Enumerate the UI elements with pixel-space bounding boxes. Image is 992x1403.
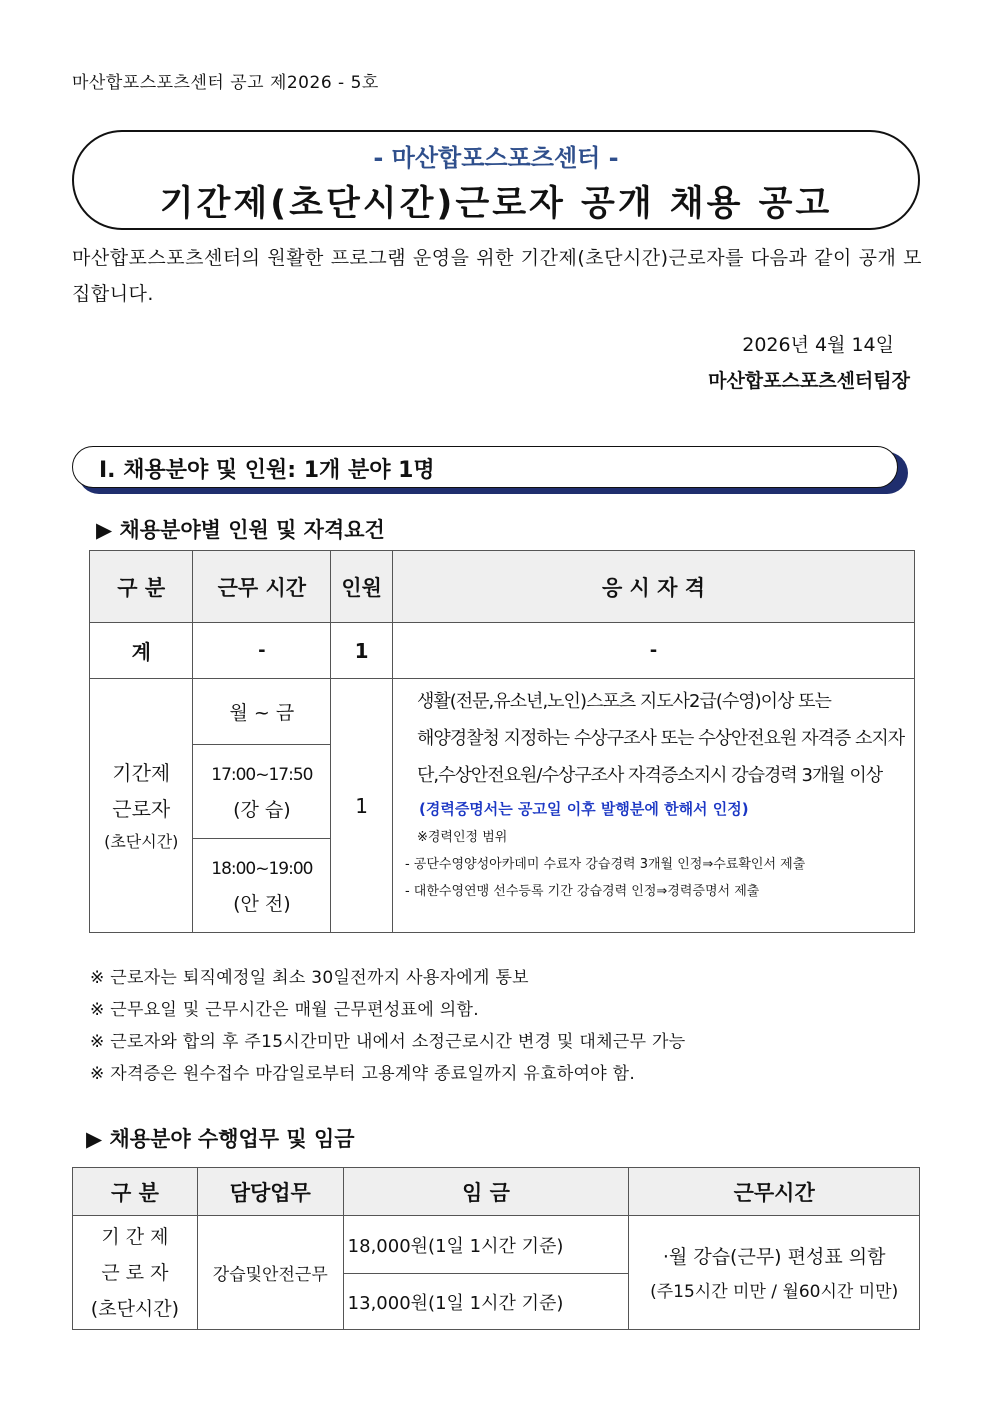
career-scope-item-2: - 대한수영연맹 선수등록 기간 강습경력 인정⇒경력증명서 제출 [404,884,760,899]
hours-line-2: (주15시간 미만 / 월60시간 미만) [650,1281,899,1302]
header-headcount: 인원 [331,551,393,623]
time-slot-lesson [193,745,331,839]
notice-date: 2026년 4월 14일 [742,334,894,356]
time-slot-1: 17:00~17:50 [211,764,313,785]
total-headcount: 1 [331,623,393,679]
category-line-3: (초단시간) [104,831,179,851]
wage-safety: 13,000원(1일 1시간 기준) [343,1274,629,1330]
notice-number: 마산합포스포츠센터 공고 제2026 - 5호 [72,73,379,93]
time-slot-safety [193,839,331,933]
qualification-line-2: 해양경찰청 지정하는 수상구조사 또는 수상안전요원 자격증 소지자 [416,728,905,749]
section-1-subheading: ▶ 채용분야별 인원 및 자격요건 [96,518,385,542]
page-title: 기간제(초단시간)근로자 공개 채용 공고 [159,184,833,224]
qualification-note: (경력증명서는 공고일 이후 발행분에 한해서 인정) [418,800,749,818]
wage-table [72,1167,920,1330]
note-item: ※ 자격증은 원수접수 마감일로부터 고용계약 종료일까지 유효하여야 함. [90,1064,636,1084]
hours-cell [629,1216,920,1330]
qualification-table [89,550,915,933]
intro-paragraph: 마산합포스포츠센터의 원활한 프로그램 운영을 위한 기간제(초단시간)근로자를 다음과 같이 공개 모집합니다. [72,247,922,305]
time-slot-2-label: (안 전) [233,892,291,915]
career-scope-title: ※경력인정 범위 [416,830,508,845]
notes-list [90,962,685,1090]
qualification-line-3: 단,수상안전요원/수상구조사 자격증소지시 강습경력 3개월 이상 [416,765,883,786]
wage-header-category: 구 분 [73,1168,198,1216]
total-time: - [193,623,331,679]
wage-category-cell [73,1216,198,1330]
wage-lesson: 18,000원(1일 1시간 기준) [343,1216,629,1274]
total-label: 계 [90,623,193,679]
time-slot-1-label: (강 습) [233,798,291,821]
table-row [90,679,915,745]
note-item: ※ 근무요일 및 근무시간은 매월 근무편성표에 의함. [90,1000,479,1020]
wage-category-line-3: (초단시간) [90,1297,180,1320]
duty-cell: 강습및안전근무 [197,1216,343,1330]
header-qualification: 응 시 자 격 [392,551,914,623]
category-line-1: 기간제 [112,760,171,785]
wage-header-hours: 근무시간 [629,1168,920,1216]
wage-category-line-2: 근 로 자 [101,1261,169,1284]
table-row [73,1216,920,1274]
section-2-subheading: ▶ 채용분야 수행업무 및 임금 [86,1127,355,1151]
table-total-row [90,623,915,679]
total-qualification: - [392,623,914,679]
table-header-row [90,551,915,623]
work-days: 월 ~ 금 [193,679,331,745]
section-1-header [72,446,908,494]
header-category: 구 분 [90,551,193,623]
title-subtitle: - 마산합포스포츠센터 - [373,144,619,172]
wage-header-row [73,1168,920,1216]
signer: 마산합포스포츠센터팀장 [708,370,910,392]
category-line-2: 근로자 [112,796,171,821]
section-1-heading: Ⅰ. 채용분야 및 인원: 1개 분야 1명 [72,446,898,488]
hours-line-1: ·월 강습(근무) 편성표 의함 [662,1245,886,1268]
wage-header-wage: 임 금 [343,1168,629,1216]
career-scope-item-1: - 공단수영양성아카데미 수료자 강습경력 3개월 인정⇒수료확인서 제출 [404,857,806,872]
time-slot-2: 18:00~19:00 [211,858,313,879]
header-work-time: 근무 시간 [193,551,331,623]
wage-header-duty: 담당업무 [197,1168,343,1216]
note-item: ※ 근로자와 합의 후 주15시간미만 내에서 소정근로시간 변경 및 대체근무 가능 [90,1032,686,1052]
qualification-line-1: 생활(전문,유소년,노인)스포츠 지도사2급(수영)이상 또는 [416,691,831,712]
headcount-cell: 1 [331,679,393,933]
qualification-cell [392,679,914,933]
category-cell [90,679,193,933]
wage-category-line-1: 기 간 제 [101,1225,169,1248]
note-item: ※ 근로자는 퇴직예정일 최소 30일전까지 사용자에게 통보 [90,968,529,988]
